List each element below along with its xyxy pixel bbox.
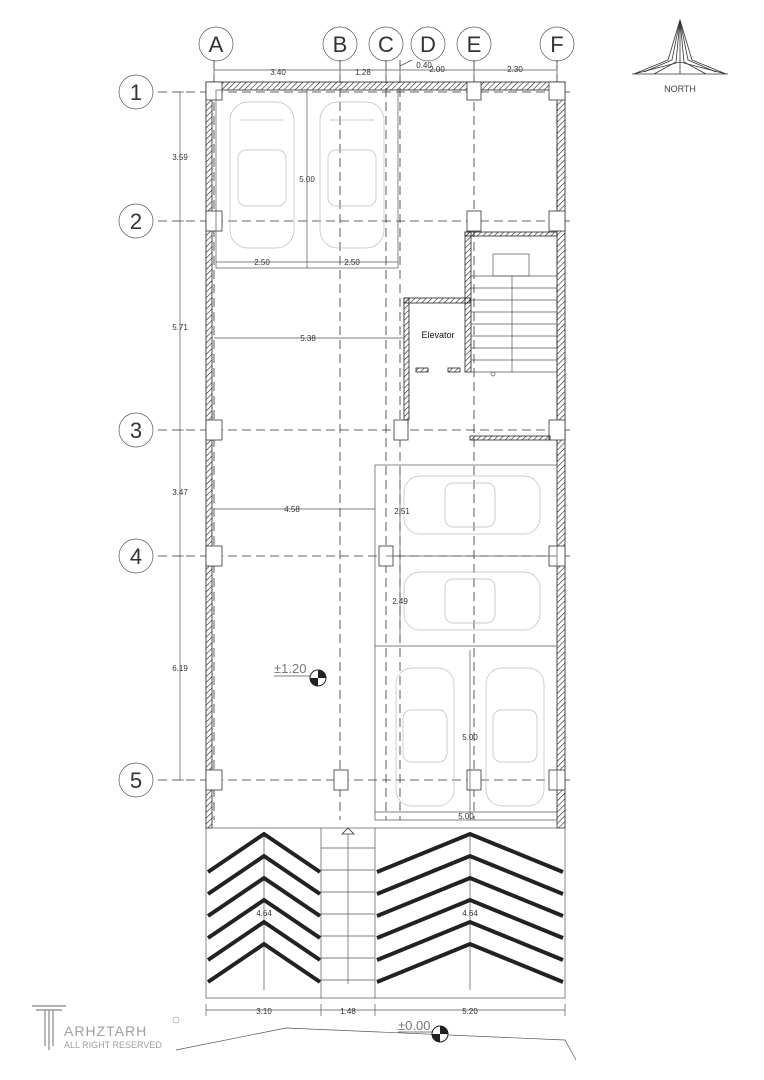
car-icon (404, 572, 540, 630)
ramp-chevrons (208, 834, 563, 982)
elevator-label: Elevator (421, 330, 455, 340)
dim-side-1-2: 3.59 (172, 153, 188, 162)
ramp-left-length: 4.64 (256, 909, 272, 918)
grid-row-2: 2 (129, 209, 143, 234)
grid-col-d: D (420, 32, 436, 57)
grid-col-f: F (550, 32, 564, 57)
elevator-shaft (404, 232, 471, 420)
grid-row-4: 4 (129, 544, 143, 569)
grid-row-3: 3 (129, 418, 143, 443)
parking-top-depth: 5.00 (299, 175, 315, 184)
grid-col-a: A (208, 32, 224, 57)
parking-right-space-2: 2.49 (392, 597, 408, 606)
stairs (465, 232, 557, 440)
dim-bottom-2: 1.48 (340, 1007, 356, 1016)
level-street: ±0.00 (398, 1018, 431, 1033)
parking-right-depth: 5.00 (462, 733, 478, 742)
side-dimension-line (176, 92, 184, 780)
north-label: NORTH (664, 84, 696, 94)
dim-mid: 4.58 (284, 505, 300, 514)
dim-top-ef: 2.30 (507, 65, 523, 74)
grid-col-b: B (332, 32, 348, 57)
dim-side-3-4: 3.47 (172, 488, 188, 497)
parking-right-width: 5.00 (458, 812, 474, 821)
parking-right (375, 465, 557, 820)
dim-top-de: 2.00 (429, 65, 445, 74)
north-arrow-icon (632, 20, 728, 74)
car-icon (230, 102, 294, 248)
dim-top-ab: 3.40 (270, 68, 286, 77)
top-dimension-line (214, 60, 557, 74)
car-icon (320, 102, 384, 248)
ramp-right-length: 4.64 (462, 909, 478, 918)
dim-hall: 5.38 (300, 334, 316, 343)
parking-top-width-1: 2.50 (254, 258, 270, 267)
parking-top-width-2: 2.50 (344, 258, 360, 267)
dim-bottom-3: 5.20 (462, 1007, 478, 1016)
dim-side-4-5: 6.19 (172, 664, 188, 673)
level-floor: ±1.20 (274, 661, 307, 676)
car-icon (404, 476, 540, 534)
dim-top-bc: 1.28 (355, 68, 371, 77)
parking-right-space-1: 2.51 (394, 507, 410, 516)
grid-row-1: 1 (129, 80, 143, 105)
street-edge (176, 1028, 576, 1060)
logo-name: ARHZTARH (64, 1023, 148, 1039)
grid-row-5: 5 (129, 768, 143, 793)
grid-col-e: E (466, 32, 482, 57)
logo-rights: ALL RIGHT RESERVED (64, 1040, 162, 1050)
grid-col-c: C (378, 32, 394, 57)
dim-side-2-3: 5.71 (172, 323, 188, 332)
exterior-walls (206, 82, 565, 828)
car-icon (396, 668, 454, 806)
dim-bottom-1: 3.10 (256, 1007, 272, 1016)
car-icon (486, 668, 544, 806)
dim-top-cd: 0.40 (416, 61, 432, 70)
hall-dimension (214, 338, 404, 509)
